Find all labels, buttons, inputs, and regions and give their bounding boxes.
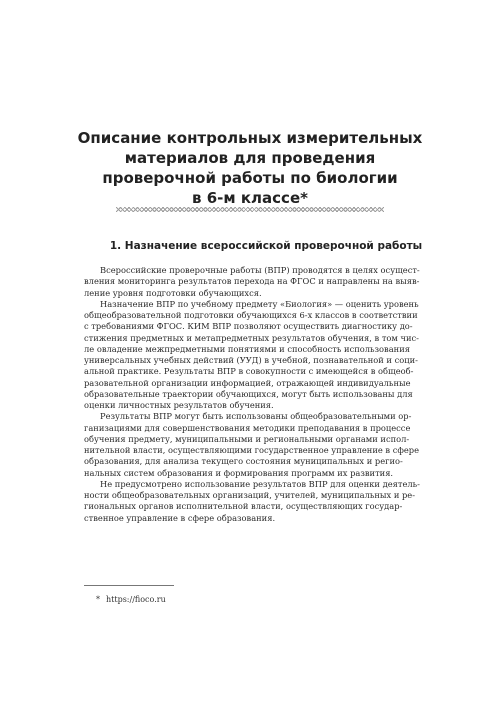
text-line: Назначение ВПР по учебному предмету «Биология» — оценить уровень [100, 298, 419, 309]
text-line: Результаты ВПР могут быть использованы общеобразовательными ор- [100, 411, 412, 422]
footnote-divider [84, 585, 174, 586]
text-line: ле овладение межпредметными понятиями и способность использования [84, 343, 410, 354]
text-line: Не предусмотрено использование результатов ВПР для оценки деятель- [100, 478, 420, 489]
text-line: обучения предмету, муниципальными и региональными органами испол- [84, 433, 410, 444]
title-line: в 6-м классе* [192, 189, 308, 207]
footnote [96, 594, 166, 605]
text-line: общеобразовательной подготовки обучающихся 6-х классов в соответствии [84, 310, 418, 320]
paragraph [84, 411, 424, 479]
body-text [84, 265, 424, 524]
text-line: с требованиями ФГОС. КИМ ВПР позволяют осуществить диагностику до- [84, 321, 413, 332]
text-line: нальных систем образования и формирования программ их развития. [84, 467, 394, 478]
paragraph [84, 299, 424, 412]
text-line: ганизациями для совершенствования методики преподавания в процессе [84, 422, 411, 433]
title-line: материалов для проведения [124, 149, 376, 167]
text-line: универсальных учебных действий (УУД) в учебной, познавательной и соци- [84, 355, 418, 365]
decorative-divider [116, 207, 384, 212]
text-line: нительной власти, осуществляющими государственное управление в сфере [84, 445, 419, 455]
text-line: вления мониторинга результатов перехода на ФГОС и направлены на выяв- [84, 276, 420, 287]
text-line: оценки личностных результатов обучения. [84, 400, 274, 410]
title-line: проверочной работы по биологии [102, 169, 398, 187]
text-line: гиональных органов исполнительной власти, осуществляющих государ- [84, 501, 403, 512]
text-line: образования, для анализа текущего состояния муниципальных и регио- [84, 456, 403, 467]
text-line: Всероссийские проверочные работы (ВПР) проводятся в целях осущест- [100, 265, 420, 275]
text-line: ление уровня подготовки обучающихся. [84, 287, 262, 298]
text-line: ственное управление в сфере образования. [84, 512, 276, 523]
footnote-link[interactable]: https://fioco.ru [106, 595, 166, 604]
text-line: альной практике. Результаты ВПР в совокупности с имеющейся в общеоб- [84, 366, 414, 377]
text-line: разовательной организации информацией, отражающей индивидуальные [84, 377, 411, 388]
paragraph [84, 479, 424, 524]
text-line: ности общеобразовательных организаций, учителей, муниципальных и ре- [84, 490, 416, 500]
section-heading: 1. Назначение всероссийской проверочной работы [109, 240, 423, 252]
page-title [60, 128, 440, 208]
text-line: образовательные траектории обучающихся, могут быть использованы для [84, 388, 413, 399]
paragraph [84, 265, 424, 299]
footnote-mark: * [96, 595, 100, 604]
text-line: стижения предметных и метапредметных результатов обучения, в том чис- [84, 332, 419, 343]
title-line: Описание контрольных измерительных [77, 129, 423, 147]
